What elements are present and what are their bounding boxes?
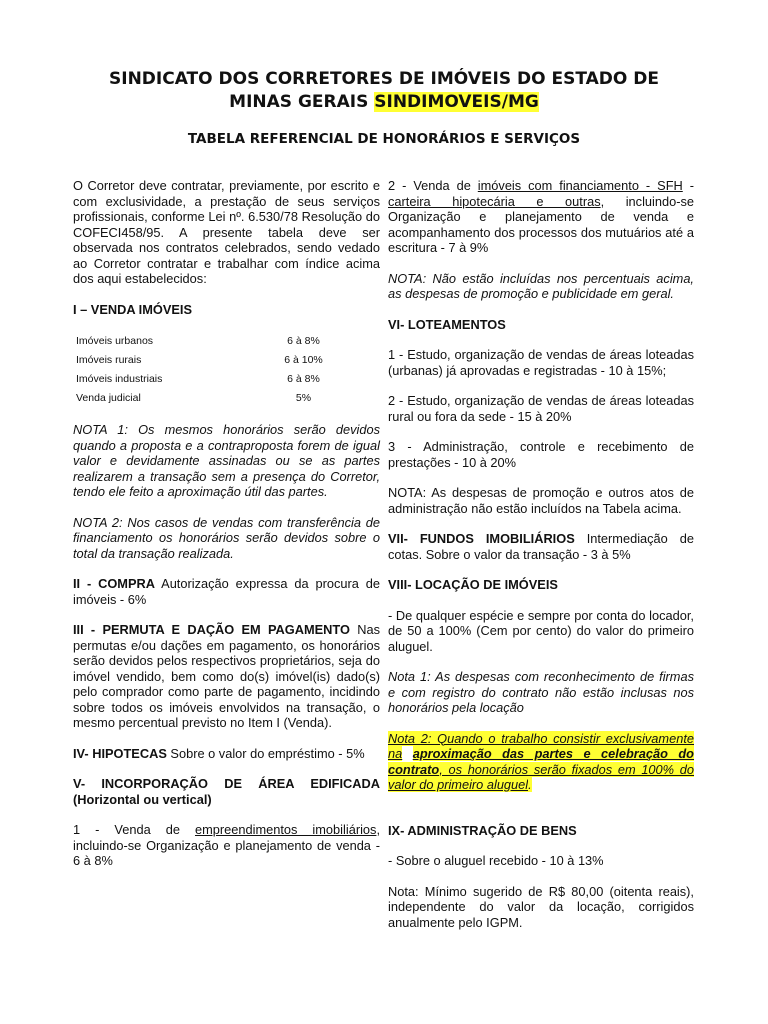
- nota-2-text: Nota 2: Quando o trabalho consistir exclusivamente na: [388, 730, 694, 761]
- section-locacao-heading: VIII- LOCAÇÃO DE IMÓVEIS: [388, 577, 558, 592]
- section-incorporacao-item-1: [73, 822, 380, 869]
- item-underlined-text: carteira hipotecária e outras: [388, 193, 601, 209]
- table-cell-label: Venda judicial: [76, 391, 141, 404]
- section-administracao-heading: IX- ADMINISTRAÇÃO DE BENS: [388, 822, 577, 838]
- locacao-nota-1: Nota 1: As despesas com reconhecimento de firmas e com registro do contrato não estão inclusas nos honorários pela locação: [388, 669, 694, 715]
- section-permuta-heading: III - PERMUTA E DAÇÃO EM PAGAMENTO: [73, 622, 350, 637]
- loteamentos-item-2: 2 - Estudo, organização de vendas de áreas loteadas rural ou fora da sede - 15 à 20%: [388, 393, 694, 424]
- section-incorporacao-item-2: [388, 178, 694, 256]
- section-permuta: [73, 622, 380, 731]
- section-hipotecas-text: Sobre o valor do empréstimo - 5%: [170, 745, 365, 761]
- table-cell-label: Imóveis urbanos: [76, 334, 154, 347]
- title-line-2: MINAS GERAIS: [229, 92, 369, 112]
- item-underlined-text: imóveis com financiamento - SFH: [477, 178, 683, 193]
- section-loteamentos-heading: VI- LOTEAMENTOS: [388, 316, 506, 332]
- left-column: [73, 178, 380, 884]
- table-row: [76, 351, 326, 370]
- table-cell-label: Imóveis rurais: [76, 353, 142, 366]
- nota-2-text: .: [528, 777, 532, 792]
- nota-incorporacao: NOTA: Não estão incluídas nos percentuais acima, as despesas de promoção e publicidade em geral.: [388, 270, 694, 301]
- table-row: [76, 370, 326, 389]
- table-cell-value: 6 à 10%: [284, 353, 323, 366]
- section-compra: [73, 576, 380, 607]
- table-cell-label: Imóveis industriais: [76, 372, 163, 385]
- nota-2-text: , os honorários serão fixados em 100% do valor do primeiro aluguel: [388, 761, 694, 792]
- nota-1: NOTA 1: Os mesmos honorários serão devidos quando a proposta e a contraproposta forem de igual valor e devidamente assinadas ou se as partes realizarem a transação sem a presença do Corretor, tendo ele feito a aproximação útil das partes.: [73, 422, 380, 499]
- title-highlight: SINDIMOVEIS/MG: [374, 92, 539, 112]
- table-cell-value: 6 à 8%: [287, 334, 320, 347]
- table-cell-value: 5%: [295, 391, 312, 404]
- administracao-nota: Nota: Mínimo sugerido de R$ 80,00 (oitenta reais), independente do valor da locação, corrigidos anualmente pelo IGPM.: [388, 883, 694, 930]
- item-text: -: [689, 178, 694, 193]
- section-permuta-text: Nas permutas e/ou dações em pagamento, os honorários serão devidos pelos respectivos proprietários, seja do imóvel vendido, bem como do(s) imóvel(is) dado(s) pelo comprador como parte de pagamento, incidindo sobre todos os imóveis envolvidos na transação, o mesmo percentual previsto no Item I (Venda).: [73, 622, 380, 730]
- section-incorporacao-heading: V- INCORPORAÇÃO DE ÁREA EDIFICADA (Horizontal ou vertical): [73, 776, 380, 807]
- document-title: [60, 68, 708, 114]
- section-compra-text: Autorização expressa da procura de imóveis - 6%: [73, 576, 380, 607]
- nota-2: NOTA 2: Nos casos de vendas com transferência de financiamento os honorários serão devidos sobre o total da transação realizada.: [73, 514, 380, 561]
- table-row: [76, 389, 326, 408]
- table-row: [76, 332, 326, 351]
- item-text: , incluindo-se Organização e planejamento de venda e acompanhamento dos processos dos mutuários até a escritura - 7 à 9%: [388, 193, 695, 255]
- right-column: [388, 178, 694, 945]
- loteamentos-item-1: 1 - Estudo, organização de vendas de áreas loteadas (urbanas) já aprovadas e registradas - 10 à 15%;: [388, 347, 694, 378]
- section-compra-heading: II - COMPRA: [73, 576, 155, 591]
- venda-table: [76, 332, 326, 408]
- item-text: , incluindo-se Organização e planejamento de venda - 6 à 8%: [73, 822, 380, 868]
- section-venda-heading: I – VENDA IMÓVEIS: [73, 301, 192, 317]
- loteamentos-item-3: 3 - Administração, controle e recebimento de prestações - 10 à 20%: [388, 439, 694, 470]
- administracao-text: - Sobre o aluguel recebido - 10 à 13%: [388, 853, 604, 868]
- loteamentos-nota: NOTA: As despesas de promoção e outros atos de administração não estão incluídos na Tabela acima.: [388, 485, 694, 516]
- table-cell-value: 6 à 8%: [287, 372, 320, 385]
- title-line-1: SINDICATO DOS CORRETORES DE IMÓVEIS DO ESTADO DE: [109, 69, 659, 89]
- section-hipotecas: [73, 746, 380, 762]
- item-text: 1 - Venda de: [73, 822, 180, 837]
- section-fundos-text: Intermediação de cotas. Sobre o valor da transação - 3 à 5%: [388, 531, 694, 562]
- locacao-text: - De qualquer espécie e sempre por conta do locador, de 50 a 100% (Cem por cento) do valor do primeiro aluguel.: [388, 607, 694, 654]
- item-text: 2 - Venda de: [388, 178, 471, 193]
- section-fundos-heading: VII- FUNDOS IMOBILIÁRIOS: [388, 531, 575, 546]
- nota-2-bold-text: aproximação das partes e celebração do contrato: [388, 746, 695, 777]
- section-hipotecas-heading: IV- HIPOTECAS: [73, 745, 167, 761]
- locacao-nota-2: [388, 731, 694, 793]
- intro-paragraph: O Corretor deve contratar, previamente, por escrito e com exclusividade, a prestação de seus serviços profissionais, conforme Lei nº. 6.530/78 Resolução do COFECI458/95. A presente tabela deve ser observada nos contratos celebrados, sendo vedado ao Corretor contratar e trabalhar com índice acima dos aqui estabelecidos:: [73, 178, 380, 286]
- document-subtitle: TABELA REFERENCIAL DE HONORÁRIOS E SERVIÇOS: [187, 131, 581, 147]
- item-underlined-text: empreendimentos imobiliários: [194, 822, 377, 837]
- section-fundos: [388, 531, 694, 562]
